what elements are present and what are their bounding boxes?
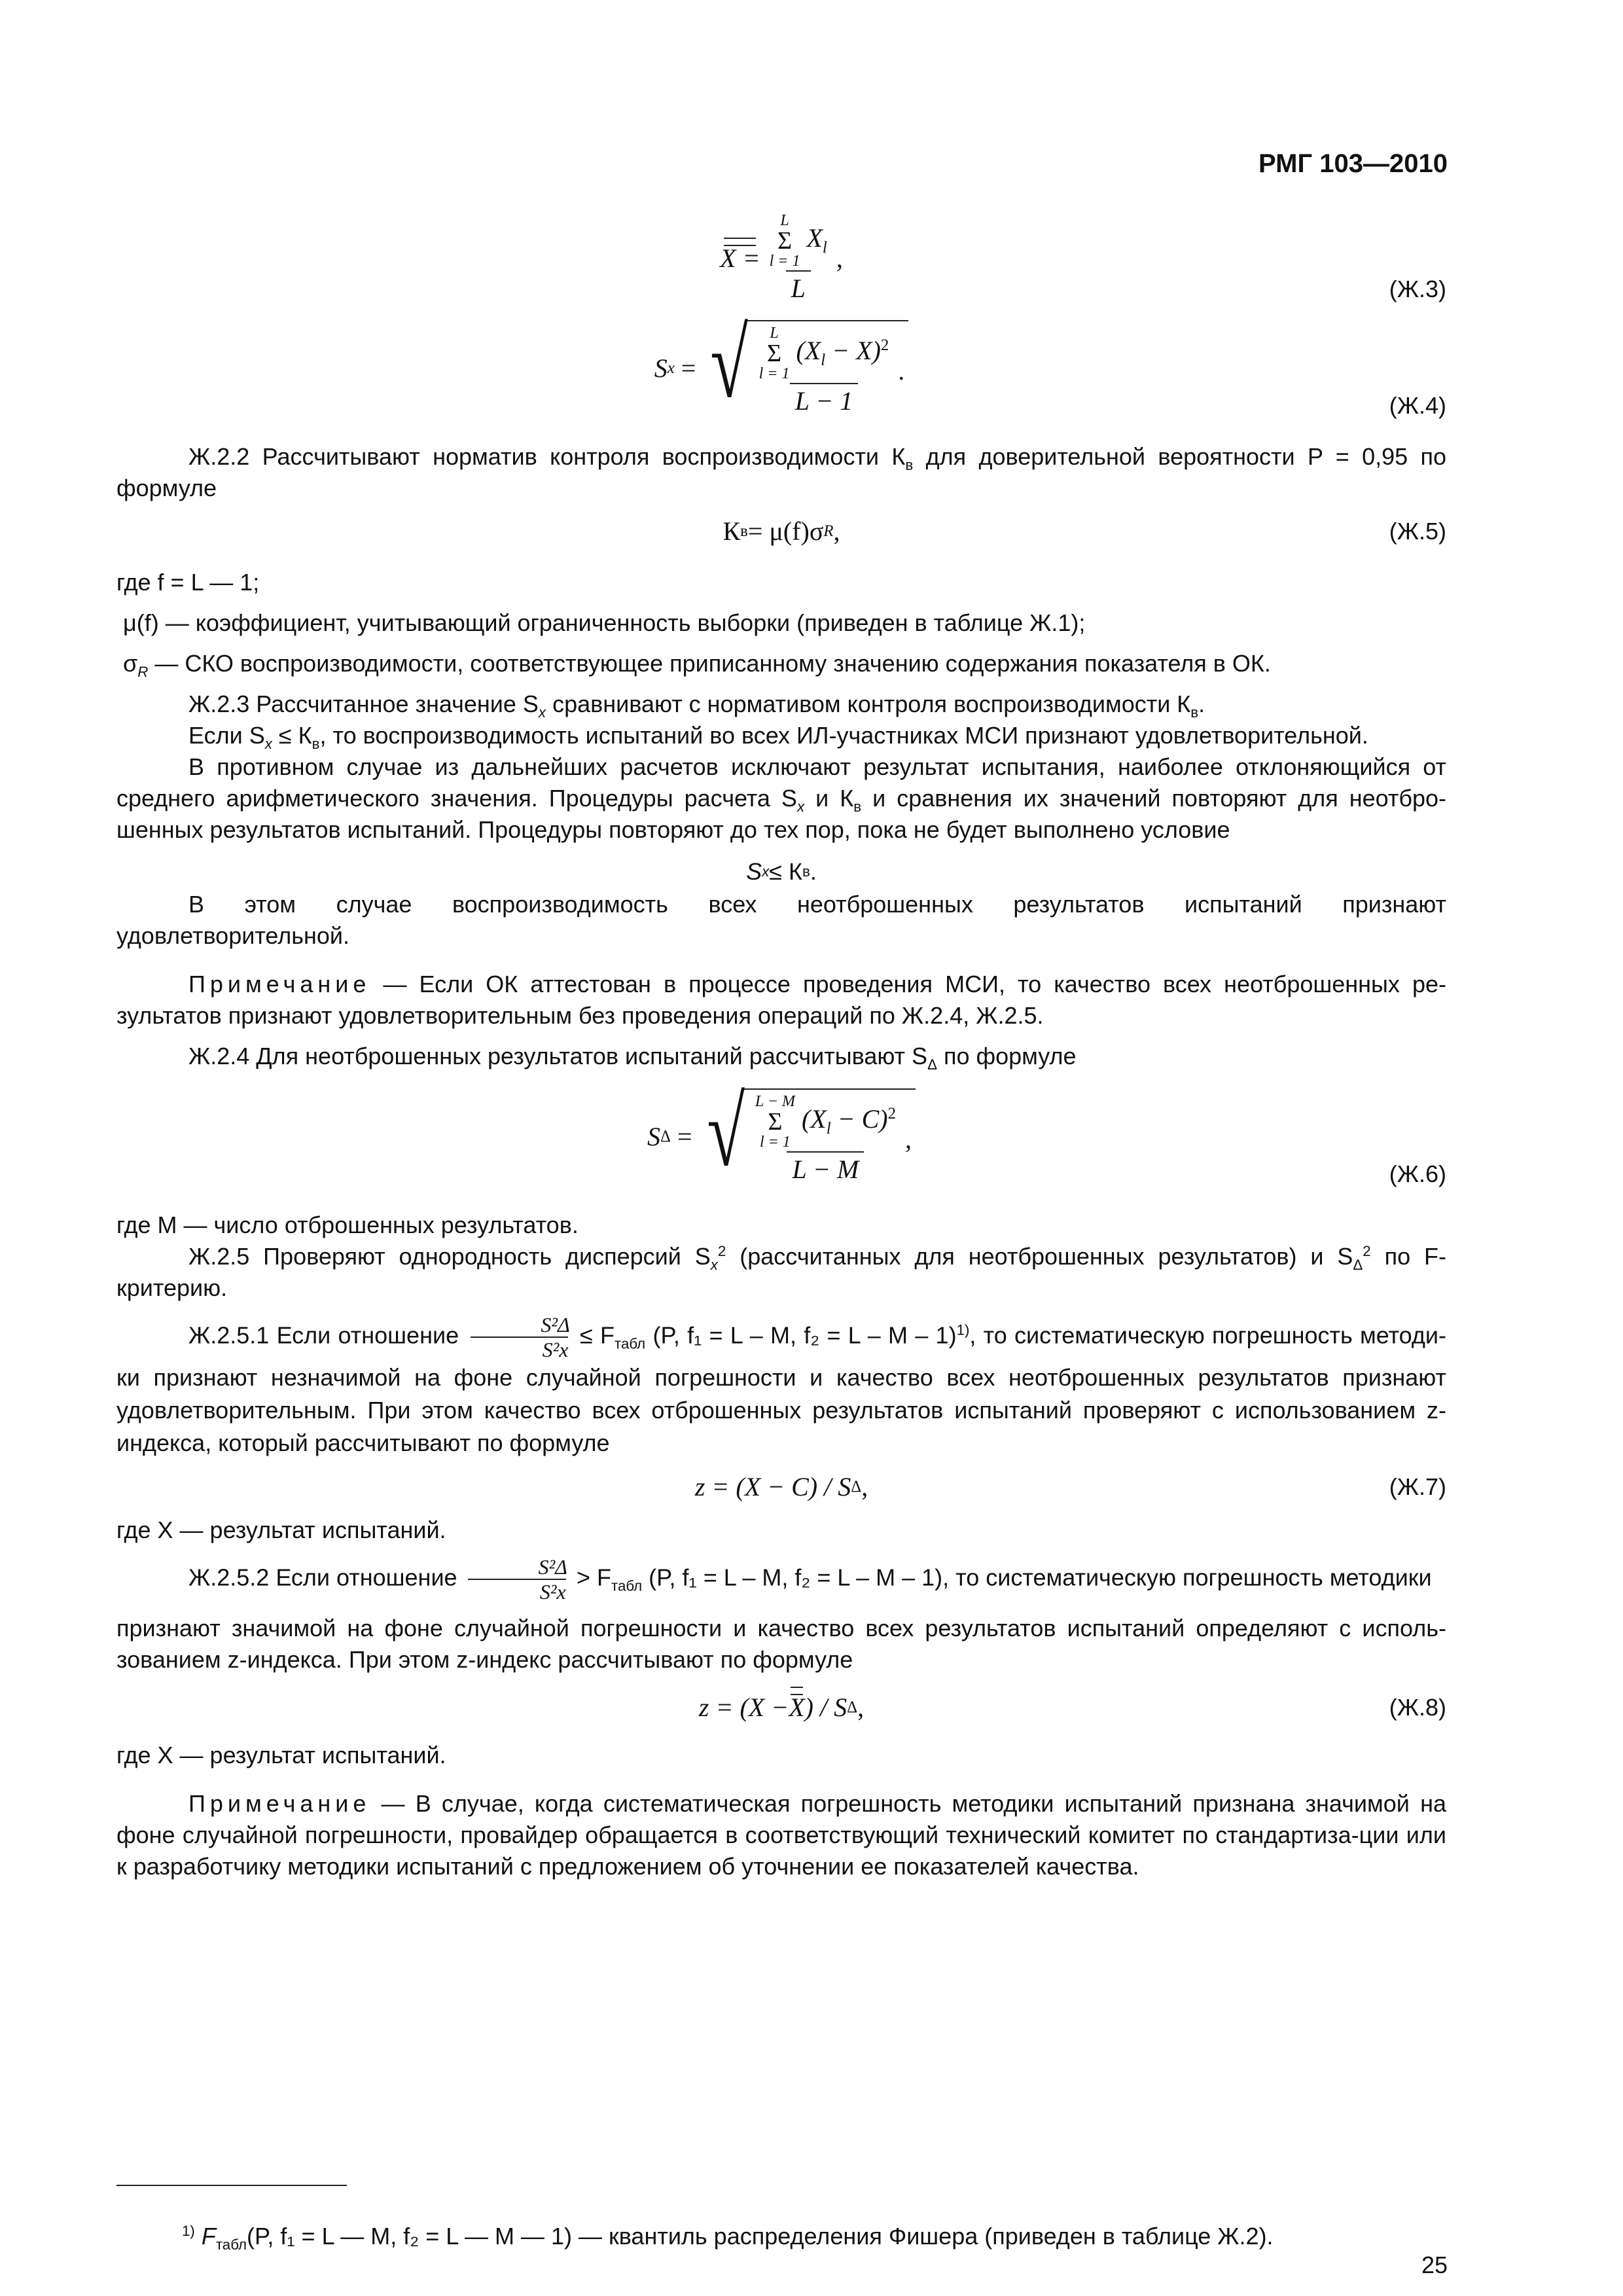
paragraph-zh-2-5-1: Ж.2.5.1 Если отношение $\frac{\text{S²Δ}}{\text{S²x}}$ ≤ $F_{табл}$ (P, f₁ = L – M, f₂ = L – M – 1)$^{1)}$, то систематическую погрешность методи-ки признают незначимой на фоне случайной погрешности и качество всех неотброшенных результатов признают удовлетворительным. При этом качество всех отброшенных результатов испытаний проверяют с использованием z-индекса, который рассчитывают по формуле (116, 1313, 1446, 1456)
formula-zh6: S Δ = √ L − M Σ l = 1 $(X_l - C)^2$ L − M , (Ж.6) (116, 1081, 1446, 1193)
formula-zh8: z = (X − X ) / S Δ , (Ж.8) (698, 1693, 1446, 1722)
formula-zh3-fraction: L Σ l = 1 $X_l$ L (769, 212, 827, 303)
formula-zh4: S x = √ L Σ l = 1 $(X_l - X)^2$ L − 1 . (Ж.4) (116, 313, 1446, 424)
paragraph-if-satisfied: Если $S_x \le К_в$, то воспроизводимость испытаний во всех ИЛ-участниках МСИ признают удовлетворительной. (188, 722, 1368, 753)
formula-zh7-number: (Ж.7) (1389, 1473, 1446, 1500)
formula-zh8-number: (Ж.8) (1389, 1694, 1446, 1721)
paragraph-zh-2-5-2: Ж.2.5.2 Если отношение $\frac{\text{S²Δ}}{\text{S²x}}$ > $F_{табл}$ (P, f₁ = L – M, f₂ = L – M – 1), то систематическую погрешность методики (188, 1555, 1432, 1604)
formula-zh3-lhs: X = (720, 243, 760, 273)
paragraph-otherwise: В противном случае из дальнейших расчетов исключают результат испытания, наиболее отклоняющийся от среднего арифметического значения. Процедуры расчета $S_x$ и $К_в$ и сравнения их значений повторяют для неотбро-шенных результатов испытаний. Процедуры повторяют до тех пор, пока не будет выполнено условие (116, 753, 1447, 843)
page-content (116, 209, 1446, 1882)
formula-zh5-number: (Ж.5) (1389, 518, 1446, 545)
paragraph-zh-2-5: Ж.2.5 Проверяют однородность дисперсий $S_x^2$ (рассчитанных для неотброшенных результатов) и $S_\Delta^2$ по F-критерию. (116, 1243, 1446, 1301)
formula-zh3-number: (Ж.3) (1389, 276, 1446, 302)
definition-m: где M — число отброшенных результатов. (116, 1211, 579, 1238)
footnote: $^{1)}$ $F_{табл}(P$, f₁ = L — M, f₂ = L — M — 1) — квантиль распределения Фишера (приведен в таблице Ж.2). (182, 2223, 1274, 2253)
definition-x-2: где X — результат испытаний. (116, 1742, 446, 1768)
paragraph-zh-2-2: Ж.2.2 Рассчитывают норматив контроля воспроизводимости $К_в$ для доверительной вероятности P = 0,95 по формуле (116, 443, 1447, 501)
definition-sigma-r: $\sigma_R$ — СКО воспроизводимости, соответствующее приписанному значению содержания показателя в ОК. (123, 650, 1271, 681)
page-number: 25 (1421, 2251, 1448, 2278)
paragraph-zh-2-4: Ж.2.4 Для неотброшенных результатов испытаний рассчитывают $S_\Delta$ по формуле (188, 1043, 1077, 1073)
paragraph-in-this-case-end: удовлетворительной. (116, 922, 350, 949)
sum-sign: L Σ l = 1 (769, 212, 800, 270)
formula-zh5: К в = μ(f)σ R , (Ж.5) (722, 516, 1446, 546)
variance-ratio: $\frac{\text{S²Δ}}{\text{S²x}}$ (469, 1313, 569, 1361)
paragraph-in-this-case: В этом случае воспроизводимость всех неотброшенных результатов испытаний признают (188, 891, 1446, 918)
paragraph-zh-2-5-2-cont: признают значимой на фоне случайной погрешности и качество всех результатов испытаний определяют с исполь-зованием z-индекса. При этом z-индекс рассчитывают по формуле (116, 1615, 1446, 1673)
note-2: Примечание — В случае, когда систематическая погрешность методики испытаний признана значимой на фоне случайной погрешности, провайдер обращается в соответствующий технический комитет по стандартиза-ции или к разработчику методики испытаний с предложением об уточнении ее показателей качества. (116, 1790, 1446, 1880)
formula-zh3: X = L Σ l = 1 $X_l$ L , (Ж.3) (116, 209, 1446, 308)
definition-f: где f = L — 1; (116, 569, 260, 596)
paragraph-zh-2-3: Ж.2.3 Рассчитанное значение $S_x$ сравнивают с нормативом контроля воспроизводимости $К_в$. (188, 691, 1205, 721)
document-code: РМГ 103—2010 (1258, 149, 1448, 178)
condition-sx-le-kv: S x ≤ К в . (746, 858, 817, 885)
sqrt-sign: √ L Σ l = 1 $(X_l - X)^2$ L − 1 . (702, 320, 908, 417)
footnote-separator (116, 2185, 347, 2186)
formula-zh4-number: (Ж.4) (1389, 392, 1446, 419)
variance-ratio: $\frac{\text{S²Δ}}{\text{S²x}}$ (467, 1555, 567, 1604)
note-label: Примечание (188, 1790, 371, 1817)
note-1: Примечание — Если ОК аттестован в процессе проведения МСИ, то качество всех неотброшенных ре-зультатов признают удовлетворительным без проведения операций по Ж.2.4, Ж.2.5. (116, 971, 1446, 1029)
definition-mu: μ(f) — коэффициент, учитывающий ограниченность выборки (приведен в таблице Ж.1); (123, 609, 1086, 636)
sqrt-sign: √ L − M Σ l = 1 $(X_l - C)^2$ L − M , (699, 1088, 916, 1185)
formula-zh7: z = (X − C) / S Δ , (Ж.7) (694, 1472, 1446, 1501)
note-label: Примечание (188, 971, 371, 997)
formula-zh6-number: (Ж.6) (1389, 1160, 1446, 1187)
definition-x-1: где X — результат испытаний. (116, 1516, 446, 1543)
